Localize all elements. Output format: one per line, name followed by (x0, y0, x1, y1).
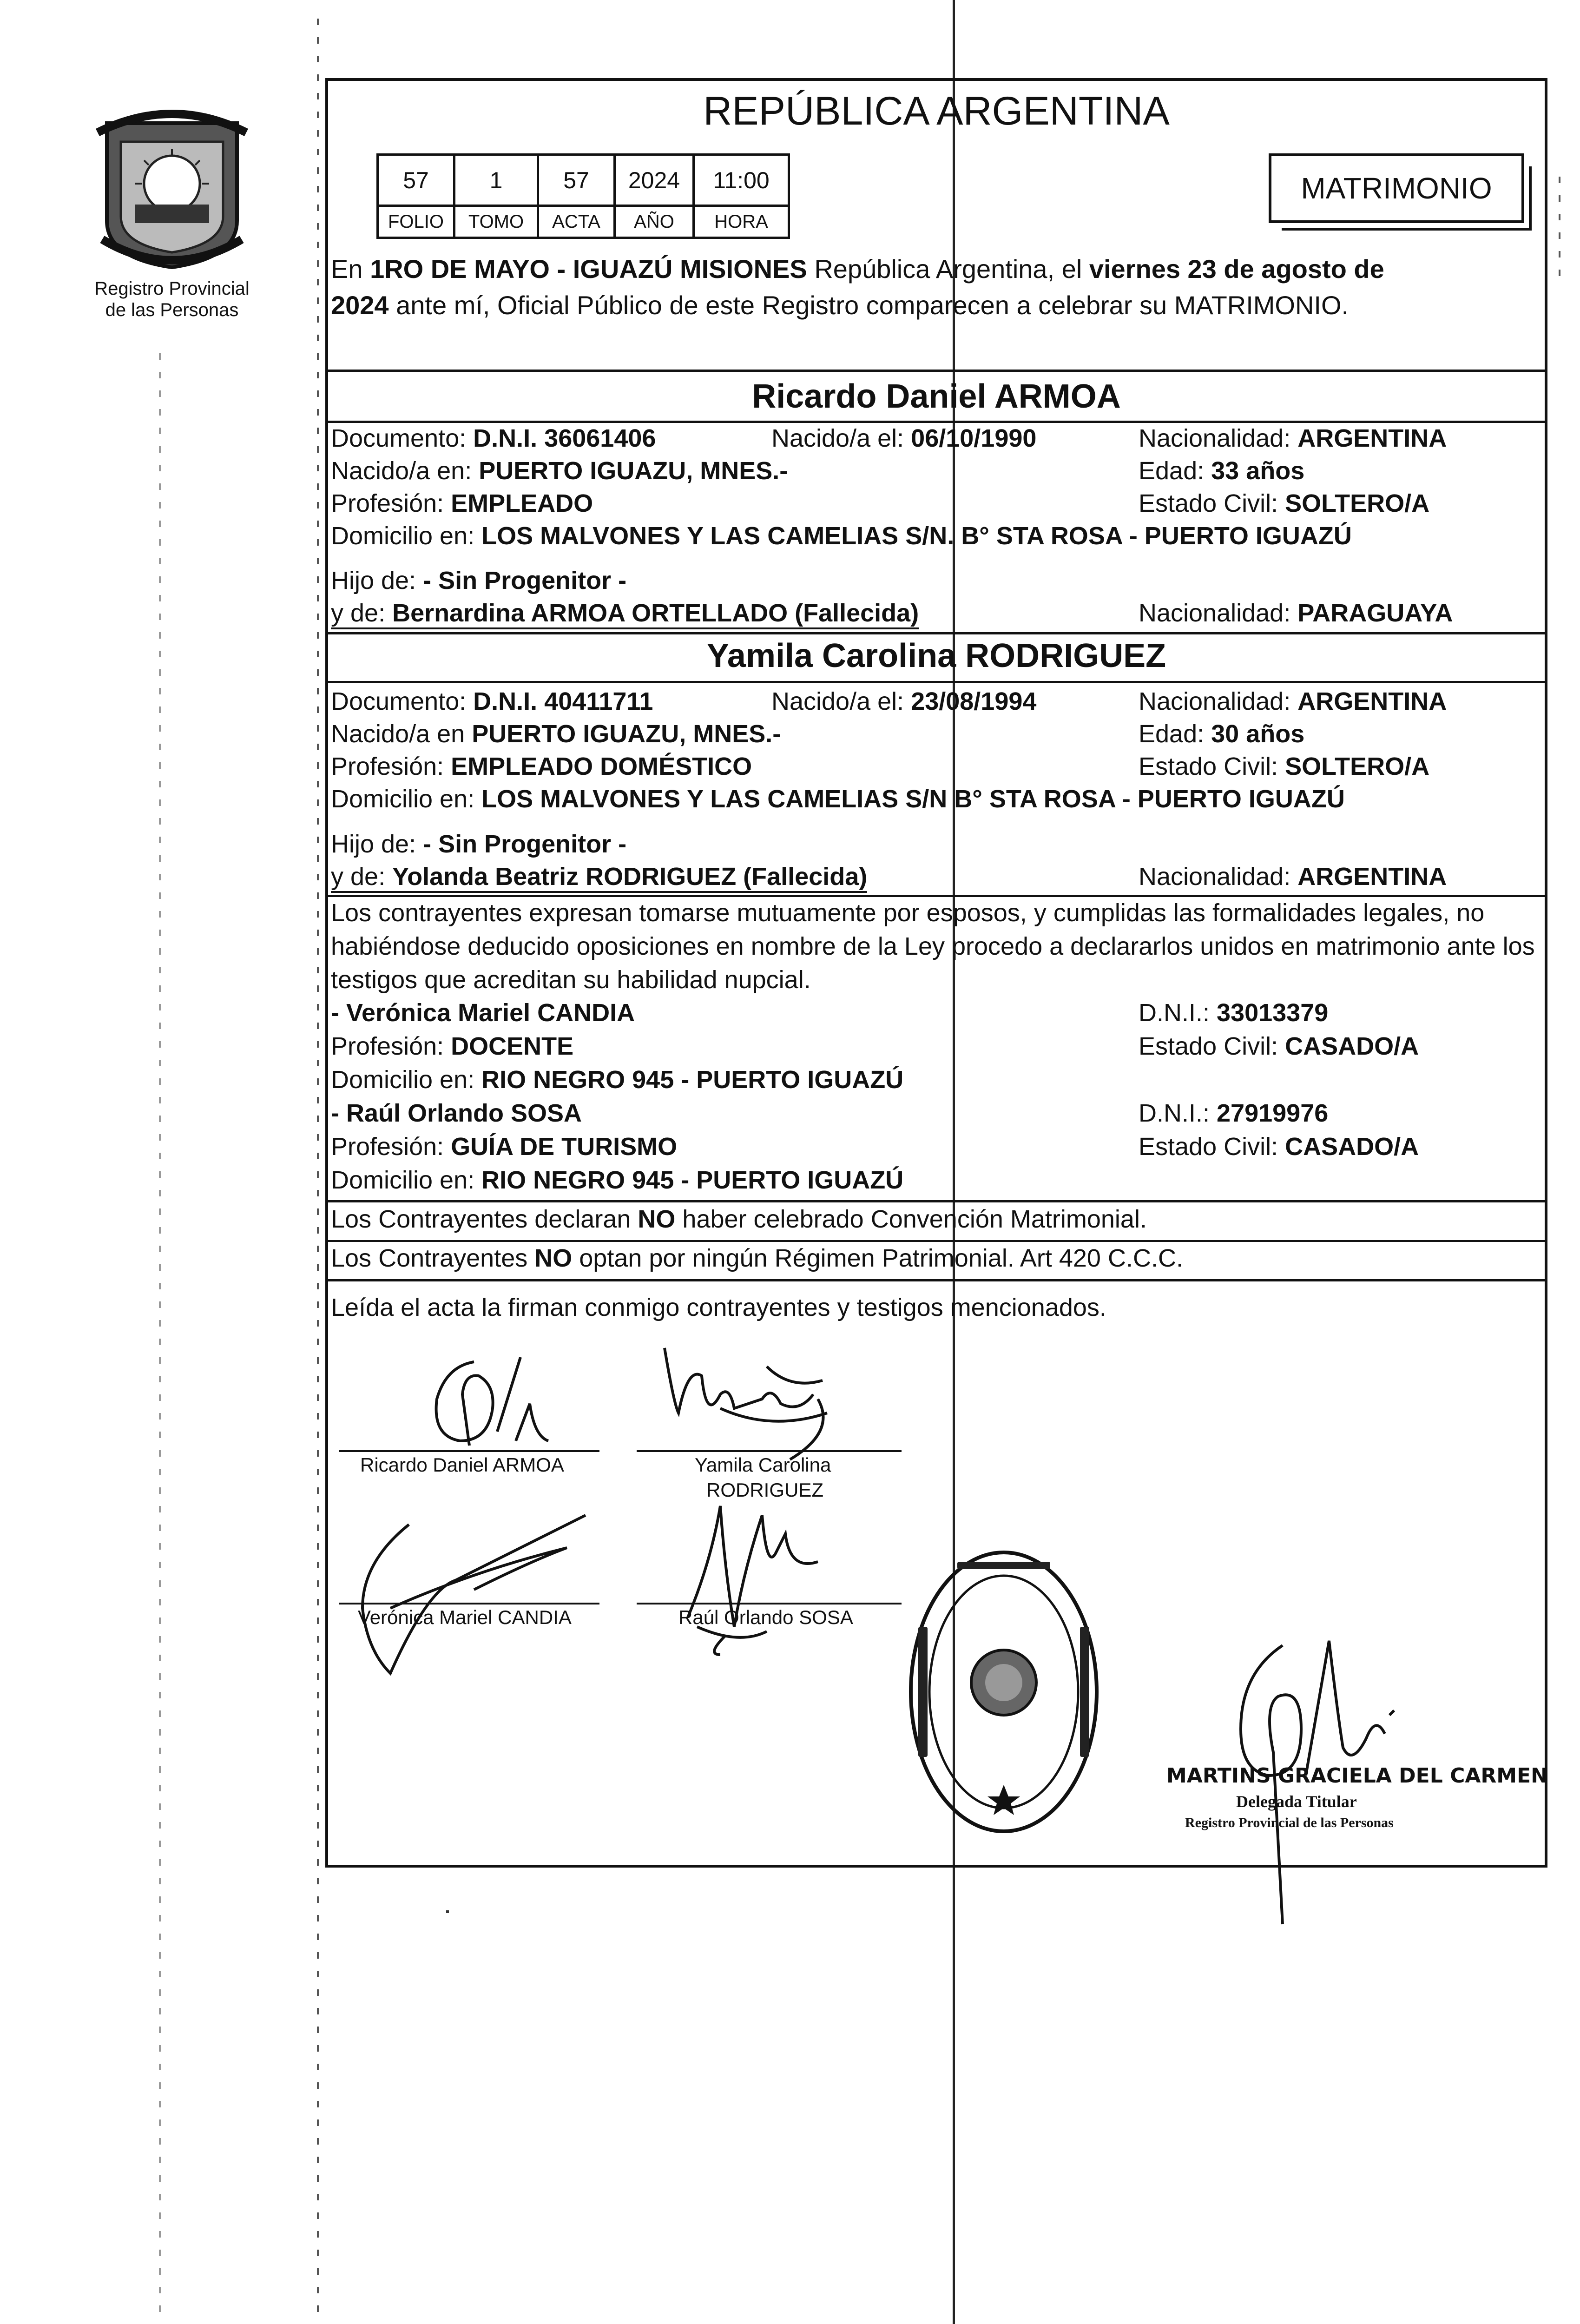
label: Estado Civil: (1139, 489, 1285, 517)
spouse1-domicilio (331, 522, 1352, 550)
sig-name-witness2: Raúl Orlando SOSA (678, 1606, 853, 1628)
margin-dash-right (1559, 177, 1560, 288)
label: D.N.I.: (1139, 999, 1217, 1027)
label: Nacionalidad: (1139, 863, 1298, 891)
label: Domicilio en: (331, 1066, 482, 1094)
value: - Sin Progenitor - (423, 830, 627, 858)
spouse1-profesion (331, 489, 593, 518)
label: Documento: (331, 424, 474, 452)
value: EMPLEADO (451, 489, 593, 517)
prefix: Los Contrayentes (331, 1244, 535, 1272)
value: CASADO/A (1285, 1032, 1419, 1060)
spouse2-madre-nacionalidad (1139, 862, 1447, 891)
folio-value: 57 (378, 155, 454, 206)
label: Nacionalidad: (1139, 687, 1298, 715)
intro-prefix: En (331, 254, 370, 284)
witness2-estado-civil (1139, 1132, 1419, 1161)
label: Profesión: (331, 489, 451, 517)
sig-name-witness1: Verónica Mariel CANDIA (358, 1606, 572, 1628)
declaration-text: Los contrayentes expresan tomarse mutuamente por esposos, y cumplidas las formalidades legales, no habiéndose deducido oposiciones en nombre de la Ley procedo a declararlos unidos en matrimonio ante los testigos que acreditan su habilidad nupcial. (331, 899, 1535, 994)
spouse2-hijo-de (331, 830, 626, 858)
label: y de: (331, 599, 393, 627)
spouse1-bracket (325, 421, 328, 630)
value: SOLTERO/A (1285, 753, 1430, 780)
anio-key: AÑO (615, 206, 694, 238)
divider-regime (325, 1279, 1547, 1281)
signature-witness1-icon (335, 1497, 595, 1683)
spouse1-y-de (331, 599, 919, 629)
round-stamp-icon (906, 1543, 1101, 1841)
tomo-key: TOMO (454, 206, 538, 238)
spouse2-nacido-el (771, 687, 1036, 716)
label: Nacido/a en: (331, 457, 479, 485)
divider-s1-name (325, 421, 1547, 423)
value: D.N.I. 36061406 (473, 424, 656, 452)
value: RIO NEGRO 945 - PUERTO IGUAZÚ (481, 1066, 904, 1094)
value: PUERTO IGUAZU, MNES.- (472, 720, 781, 748)
value: Bernardina ARMOA ORTELLADO (Fallecida) (392, 599, 919, 627)
spouse1-hijo-de (331, 566, 626, 595)
spouse1-nacionalidad (1139, 424, 1447, 453)
value: ARGENTINA (1297, 687, 1447, 715)
witness-bracket (325, 999, 328, 1199)
spouse1-madre-nacionalidad (1139, 599, 1453, 627)
closing-statement: Leída el acta la firman conmigo contrayentes y testigos mencionados. (331, 1294, 1106, 1321)
label: D.N.I.: (1139, 1099, 1217, 1127)
intro-place: 1RO DE MAYO - IGUAZÚ MISIONES (370, 254, 807, 284)
acta-key: ACTA (538, 206, 615, 238)
spouse2-edad (1139, 720, 1304, 748)
label: Estado Civil: (1139, 1032, 1285, 1060)
spouse1-name: Ricardo Daniel ARMOA (752, 378, 1121, 415)
witness1-estado-civil (1139, 1032, 1419, 1061)
witness1-domicilio (331, 1065, 903, 1094)
value: 33 años (1211, 457, 1305, 485)
spouse2-nacionalidad (1139, 687, 1447, 716)
logo-caption-1: Registro Provincial (94, 278, 250, 299)
spouse2-documento (331, 687, 653, 716)
value: RIO NEGRO 945 - PUERTO IGUAZÚ (481, 1166, 904, 1194)
spouse2-bracket (325, 681, 328, 890)
negation: NO (534, 1244, 573, 1272)
label: Nacido/a el: (771, 687, 911, 715)
intro-year: 2024 (331, 290, 389, 320)
spouse1-documento (331, 424, 656, 453)
folio-key: FOLIO (378, 206, 454, 238)
divider-intro (325, 370, 1547, 372)
intro-paragraph (331, 251, 1545, 324)
intro-rest: ante mí, Oficial Público de este Registro comparecen a celebrar su MATRIMONIO. (388, 290, 1349, 320)
sig-name-spouse1: Ricardo Daniel ARMOA (360, 1454, 564, 1476)
label: Nacionalidad: (1139, 599, 1298, 627)
label: Hijo de: (331, 830, 423, 858)
witness1-name: - Verónica Mariel CANDIA (331, 999, 635, 1027)
label: Profesión: (331, 753, 451, 780)
divider-s2-name (325, 681, 1547, 683)
label: Profesión: (331, 1032, 451, 1060)
label: y de: (331, 863, 393, 891)
signature-spouse1-icon (418, 1348, 567, 1459)
label: Domicilio en: (331, 1166, 482, 1194)
label: Nacido/a el: (771, 424, 911, 452)
spouse1-nacido-en (331, 456, 788, 485)
witness2-profesion (331, 1132, 677, 1161)
label: Nacido/a en (331, 720, 472, 748)
value: D.N.I. 40411711 (473, 687, 653, 715)
document-type-box: MATRIMONIO (1269, 153, 1524, 223)
convention-statement (331, 1205, 1147, 1234)
registry-logo (88, 105, 256, 321)
label: Documento: (331, 687, 474, 715)
value: CASADO/A (1285, 1133, 1419, 1161)
hora-key: HORA (694, 206, 789, 238)
value: EMPLEADO DOMÉSTICO (451, 753, 752, 780)
province-seal-icon (88, 105, 256, 272)
value: PUERTO IGUAZU, MNES.- (479, 457, 788, 485)
label: Hijo de: (331, 567, 423, 594)
sig-name-spouse2-1: Yamila Carolina (695, 1454, 831, 1476)
intro-date: viernes 23 de agosto de (1089, 254, 1384, 284)
prefix: Los Contrayentes declaran (331, 1205, 638, 1233)
value: LOS MALVONES Y LAS CAMELIAS S/N B° STA ROSA - PUERTO IGUAZÚ (481, 785, 1345, 813)
spouse1-nacido-el (771, 424, 1036, 453)
anio-value: 2024 (615, 155, 694, 206)
margin-dash-left (317, 19, 319, 2324)
label: Estado Civil: (1139, 753, 1285, 780)
divider-s1 (325, 632, 1547, 634)
label: Edad: (1139, 457, 1211, 485)
spouse2-domicilio (331, 785, 1345, 813)
value: LOS MALVONES Y LAS CAMELIAS S/N. B° STA ROSA - PUERTO IGUAZÚ (481, 522, 1352, 550)
intro-mid: República Argentina, el (807, 254, 1089, 284)
witness2-dni (1139, 1099, 1328, 1128)
tomo-value: 1 (454, 155, 538, 206)
label: Domicilio en: (331, 522, 482, 550)
value: 23/08/1994 (911, 687, 1037, 715)
label: Estado Civil: (1139, 1133, 1285, 1161)
negation: NO (638, 1205, 676, 1233)
suffix: optan por ningún Régimen Patrimonial. Art 420 C.C.C. (572, 1244, 1183, 1272)
value: - Sin Progenitor - (423, 567, 627, 594)
label: Profesión: (331, 1133, 451, 1161)
label: Edad: (1139, 720, 1211, 748)
spouse2-y-de (331, 862, 867, 893)
witness2-name: - Raúl Orlando SOSA (331, 1099, 582, 1127)
value: GUÍA DE TURISMO (451, 1133, 678, 1161)
signature-spouse2-icon (651, 1339, 846, 1478)
divider-convention (325, 1240, 1547, 1242)
spouse2-name: Yamila Carolina RODRIGUEZ (706, 637, 1166, 674)
spouse2-estado-civil (1139, 752, 1429, 781)
value: ARGENTINA (1297, 424, 1447, 452)
witness2-domicilio (331, 1166, 903, 1195)
label: Nacionalidad: (1139, 424, 1298, 452)
hora-value: 11:00 (694, 155, 789, 206)
signature-witness2-icon (669, 1478, 836, 1664)
sig-name-spouse2-2: RODRIGUEZ (706, 1479, 823, 1501)
value: PARAGUAYA (1297, 599, 1453, 627)
logo-caption-2: de las Personas (105, 300, 239, 320)
value: SOLTERO/A (1285, 489, 1430, 517)
acta-value: 57 (538, 155, 615, 206)
spouse1-estado-civil (1139, 489, 1429, 518)
record-counters (376, 153, 790, 239)
value: Yolanda Beatriz RODRIGUEZ (Fallecida) (392, 863, 868, 891)
witness1-profesion (331, 1032, 573, 1061)
regime-statement (331, 1244, 1183, 1273)
spouse1-edad (1139, 456, 1304, 485)
value: 06/10/1990 (911, 424, 1037, 452)
label: Domicilio en: (331, 785, 482, 813)
value: 33013379 (1217, 999, 1329, 1027)
spouse2-nacido-en (331, 720, 781, 748)
witness1-dni (1139, 998, 1328, 1027)
spouse2-profesion (331, 752, 752, 781)
official-stamp-name: MARTINS GRACIELA DEL CARMEN (1166, 1764, 1548, 1788)
divider-witnesses (325, 1200, 1547, 1202)
official-stamp-role: Delegada Titular (1236, 1792, 1357, 1811)
official-stamp-registry: Registro Provincial de las Personas (1185, 1815, 1394, 1830)
value: ARGENTINA (1297, 863, 1447, 891)
document-title: REPÚBLICA ARGENTINA (703, 89, 1170, 133)
value: DOCENTE (451, 1032, 574, 1060)
scan-speck (446, 1910, 449, 1913)
value: 27919976 (1217, 1099, 1329, 1127)
suffix: haber celebrado Convención Matrimonial. (675, 1205, 1147, 1233)
value: 30 años (1211, 720, 1305, 748)
margin-dash-far-left (159, 353, 161, 2324)
